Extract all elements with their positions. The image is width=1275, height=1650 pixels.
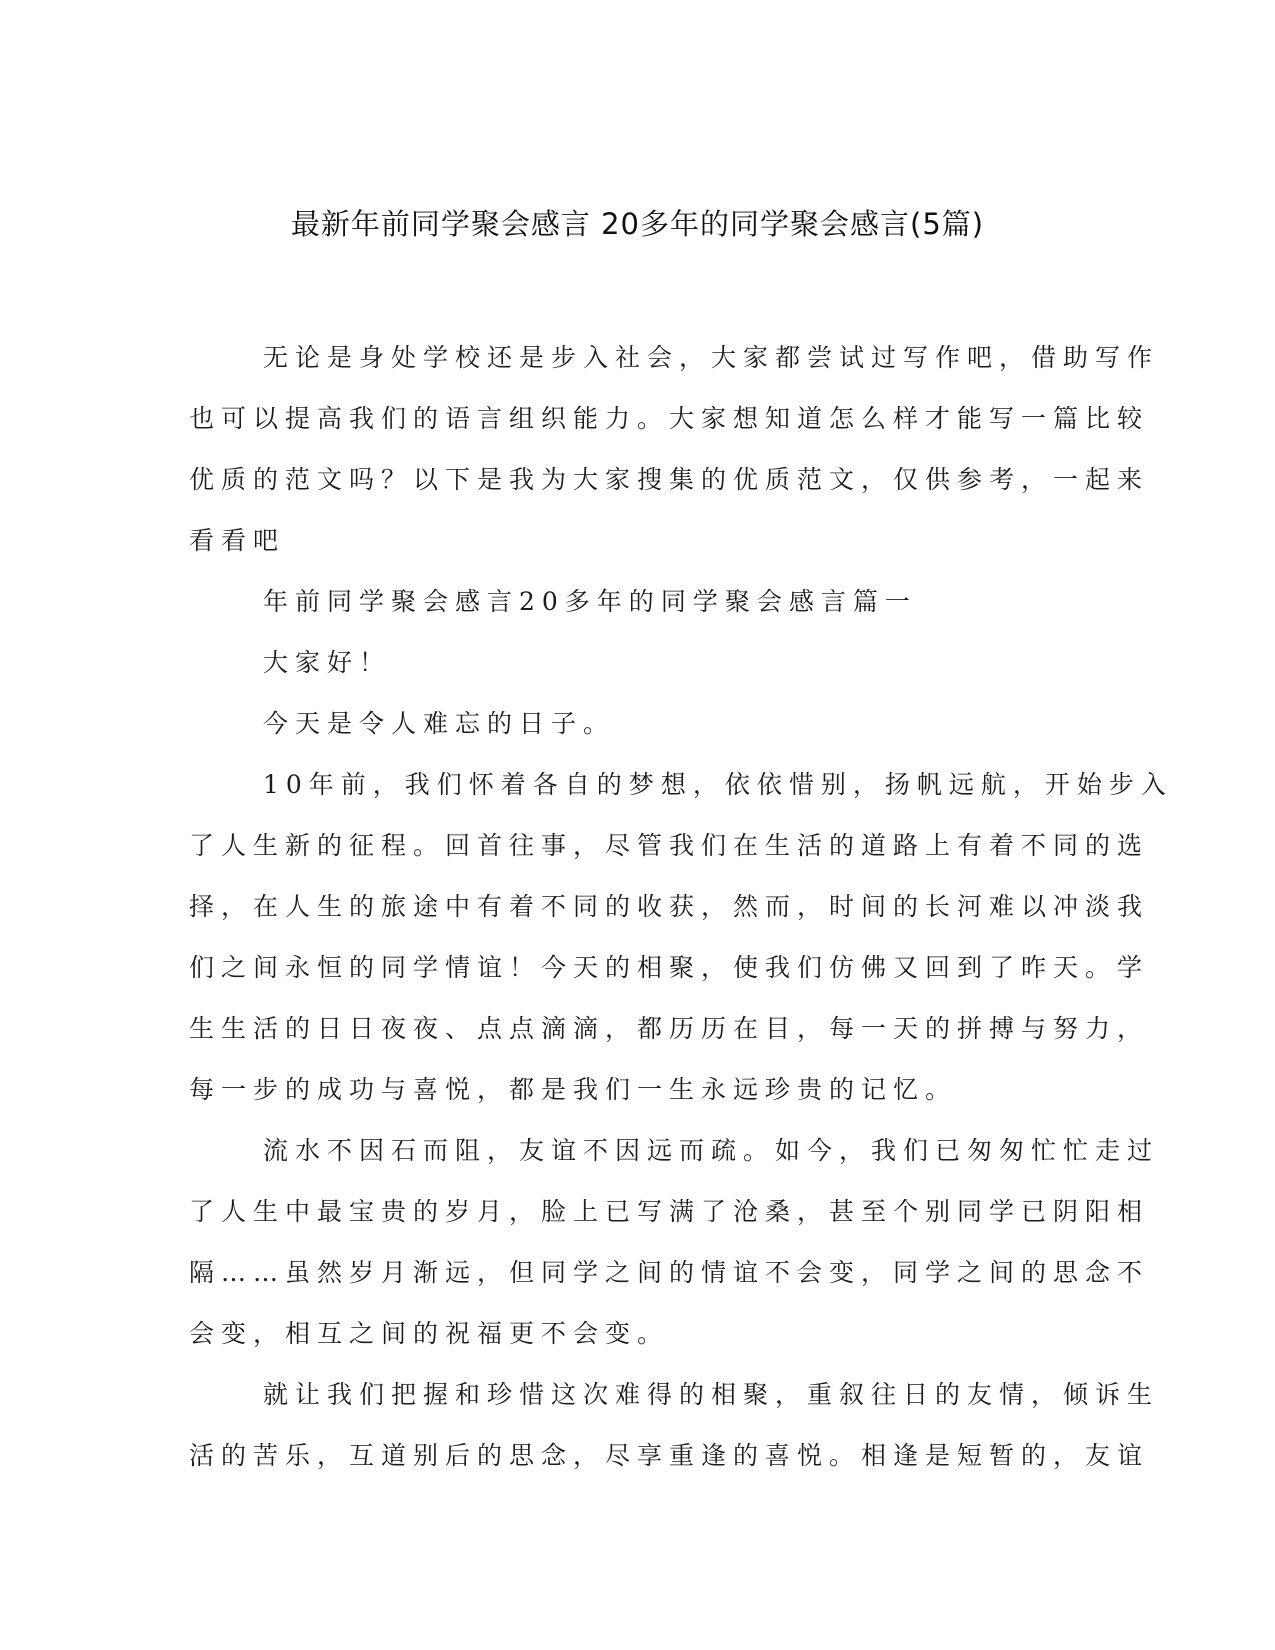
body-line: 会变，相互之间的祝福更不会变。: [189, 1319, 670, 1348]
body-line: 10年前，我们怀着各自的梦想，依依惜别，扬帆远航，开始步入: [263, 770, 1173, 799]
document-body: [189, 327, 1173, 1486]
body-line: 优质的范文吗？以下是我为大家搜集的优质范文，仅供参考，一起来: [189, 465, 1150, 494]
body-line: 们之间永恒的同学情谊！今天的相聚，使我们仿佛又回到了昨天。学: [189, 953, 1150, 982]
body-line: 生生活的日日夜夜、点点滴滴，都历历在目，每一天的拼搏与努力，: [189, 1014, 1150, 1043]
body-line: 无论是身处学校还是步入社会，大家都尝试过写作吧，借助写作: [263, 343, 1160, 372]
body-line: 流水不因石而阻，友谊不因远而疏。如今，我们已匆匆忙忙走过: [263, 1136, 1160, 1165]
body-line: 年前同学聚会感言20多年的同学聚会感言篇一: [263, 587, 917, 616]
body-line: 活的苦乐，互道别后的思念，尽享重逢的喜悦。相逢是短暂的，友谊: [189, 1441, 1150, 1470]
body-line: 大家好！: [263, 648, 392, 677]
body-line: 了人生中最宝贵的岁月，脸上已写满了沧桑，甚至个别同学已阴阳相: [189, 1197, 1150, 1226]
body-line: 隔……虽然岁月渐远，但同学之间的情谊不会变，同学之间的思念不: [189, 1258, 1150, 1287]
body-line: 每一步的成功与喜悦，都是我们一生永远珍贵的记忆。: [189, 1075, 958, 1104]
body-line: 择，在人生的旅途中有着不同的收获，然而，时间的长河难以冲淡我: [189, 892, 1150, 921]
document-title: 最新年前同学聚会感言 20多年的同学聚会感言(5篇): [290, 207, 985, 241]
body-line: 就让我们把握和珍惜这次难得的相聚，重叙往日的友情，倾诉生: [263, 1380, 1160, 1409]
body-line: 今天是令人难忘的日子。: [263, 709, 616, 738]
body-line: 看看吧: [189, 526, 286, 555]
body-line: 了人生新的征程。回首往事，尽管我们在生活的道路上有着不同的选: [189, 831, 1150, 860]
body-line: 也可以提高我们的语言组织能力。大家想知道怎么样才能写一篇比较: [189, 404, 1150, 433]
